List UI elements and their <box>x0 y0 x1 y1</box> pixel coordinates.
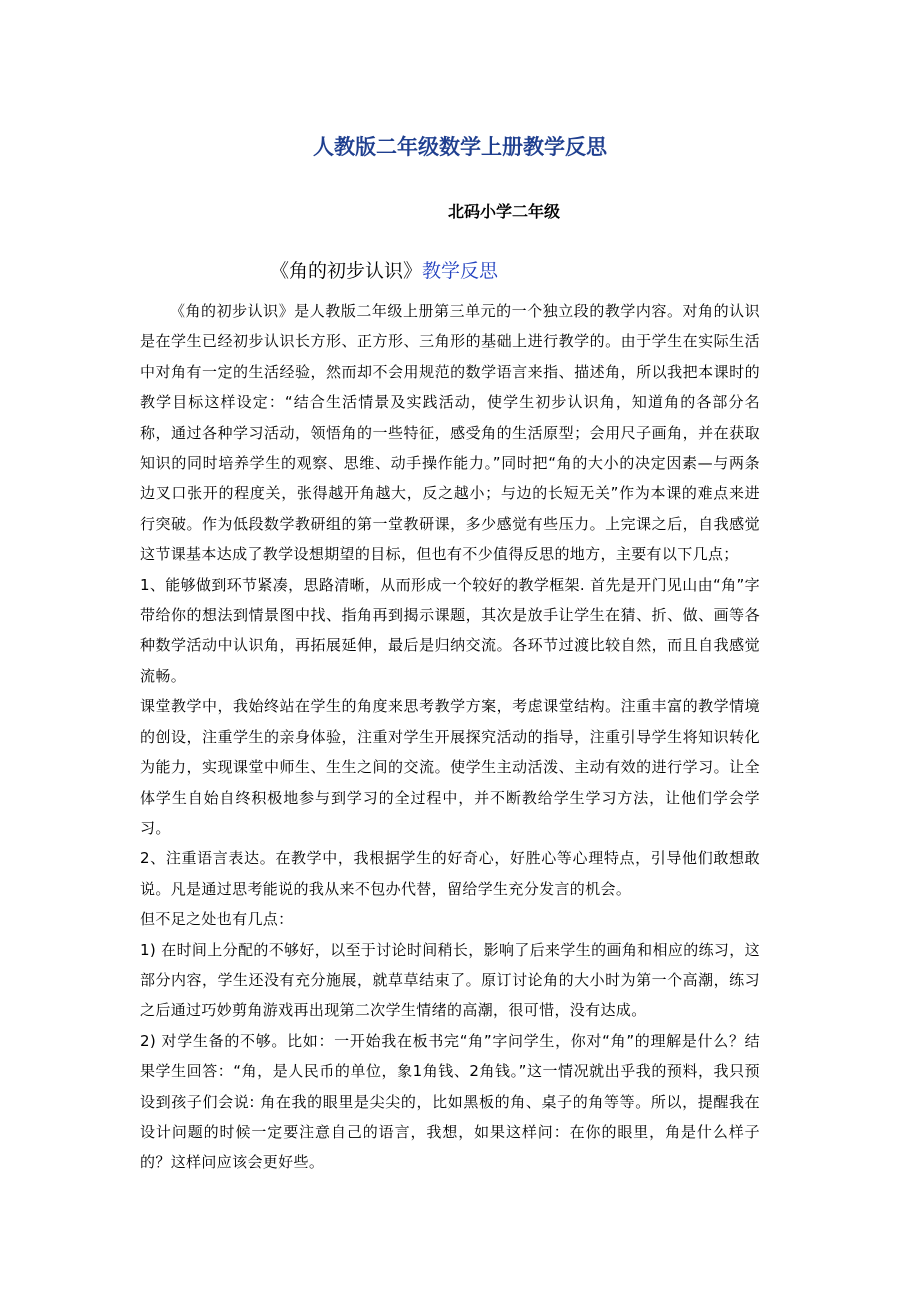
paragraph-shortcoming-2: 2) 对学生备的不够。比如：一开始我在板书完“角”字问学生，你对“角”的理解是什么？结果学生回答：“角，是人民币的单位，象1角钱、2角钱。”这一情况就出乎我的预料，我只预设到孩子们会说: 角在我的眼里是尖尖的，比如黑板的角、桌子的角等等。所以，提醒我在设计问题的时候一定要注意自己的语言，我想，如果这样问：在你的眼里，角是什么样子的？这样问应该会更好些。 <box>140 1031 760 1172</box>
paragraph-intro: 《角的初步认识》是人教版二年级上册第三单元的一个独立段的教学内容。对角的认识是在学生已经初步认识长方形、正方形、三角形的基础上进行教学的。由于学生在实际生活中对角有一定的生活经验，然而却不会用规范的数学语言来指、描述角，所以我把本课时的教学目标这样设定：“结合生活情景及实践活动，使学生初步认识角，知道角的各部分名称，通过各种学习活动，领悟角的一些特征，感受角的生活原型；会用尺子画角，并在获取知识的同时培养学生的观察、思维、动手操作能力。”同时把“角的大小的决定因素—与两条边叉口张开的程度关，张得越开角越大，反之越小；与边的长短无关”作为本课的难点来进行突破。作为低段数学教研组的第一堂教研课，多少感觉有些压力。上完课之后，自我感觉这节课基本达成了教学设想期望的目标，但也有不少值得反思的地方，主要有以下几点； <box>140 302 760 564</box>
section-title-lesson: 《角的初步认识》 <box>270 260 423 282</box>
paragraph-point-1: 1、能够做到环节紧凑，思路清晰，从而形成一个较好的教学框架. 首先是开门见山由“角”字带给你的想法到情景图中找、指角再到揭示课题，其次是放手让学生在猜、折、做、画等各种数学活动中认识角，再拓展延伸，最后是归纳交流。各环节过渡比较自然，而且自我感觉流畅。 <box>140 575 760 685</box>
paragraph-shortcoming-1: 1) 在时间上分配的不够好，以至于讨论时间稍长，影响了后来学生的画角和相应的练习，这部分内容，学生还没有充分施展，就草草结束了。原订讨论角的大小时为第一个高潮，练习之后通过巧妙剪角游戏再出现第二次学生情绪的高潮，很可惜，没有达成。 <box>140 940 760 1020</box>
body-text <box>140 296 760 1178</box>
section-title-reflection: 教学反思 <box>422 260 499 282</box>
paragraph-point-2: 2、注重语言表达。在教学中，我根据学生的好奇心，好胜心等心理特点，引导他们敢想敢说。凡是通过思考能说的我从来不包办代替，留给学生充分发言的机会。 <box>140 849 760 898</box>
paragraph-shortcomings: 但不足之处也有几点： <box>140 910 294 929</box>
paragraph-classroom: 课堂教学中，我始终站在学生的角度来思考教学方案，考虑课堂结构。注重丰富的教学情境的创设，注重学生的亲身体验，注重对学生开展探究活动的指导，注重引导学生将知识转化为能力，实现课堂中师生、生生之间的交流。使学生主动活泼、主动有效的进行学习。让全体学生自始自终积极地参与到学习的全过程中，并不断教给学生学习方法，让他们学会学习。 <box>140 697 760 837</box>
document-title: 人教版二年级数学上册教学反思 <box>313 135 607 159</box>
school-name: 北码小学二年级 <box>448 202 561 221</box>
section-title <box>270 257 498 285</box>
